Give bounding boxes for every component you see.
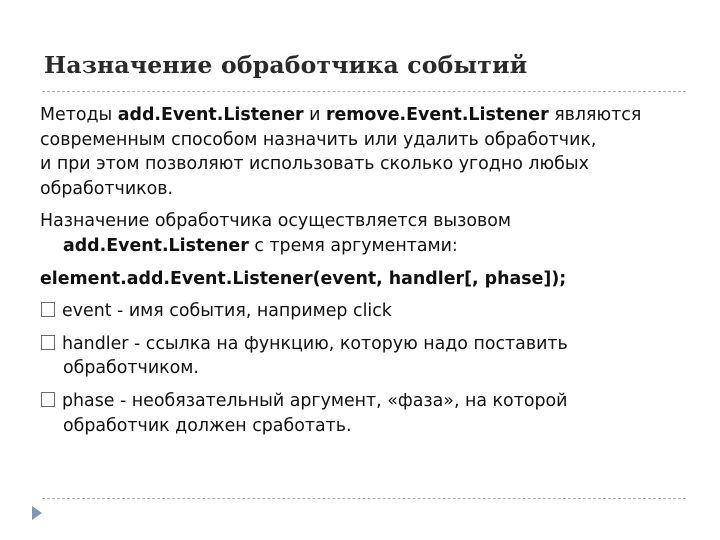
text-span: с тремя аргументами: <box>248 235 458 256</box>
code-signature <box>40 267 690 292</box>
text-span: и <box>303 105 326 125</box>
bullet-item-event <box>40 299 690 324</box>
text-span: Методы <box>40 105 118 125</box>
paragraph-2-line-1: Назначение обработчика осуществляется вызовом <box>40 211 512 232</box>
checkbox-square-icon <box>41 335 55 350</box>
bullet-text: handler - ссылка на функцию, которую надо поставить <box>62 333 568 354</box>
text-span: являются <box>548 105 642 125</box>
bullet-item-phase-continuation: обработчик должен сработать. <box>63 415 352 436</box>
code-add-event-listener: add.Event.Listener <box>63 235 249 256</box>
checkbox-square-icon <box>41 302 55 317</box>
paragraph-1-line-2: современным способом назначить или удалить обработчик, <box>40 129 597 150</box>
title-divider <box>42 91 686 92</box>
code-text: element.add.Event.Listener(event, handler[, phase]); <box>40 268 567 289</box>
paragraph-1-line-1 <box>40 103 690 128</box>
footer-divider <box>42 498 686 499</box>
bullet-item-handler-continuation: обработчиком. <box>63 358 199 379</box>
bullet-item-handler <box>40 332 690 357</box>
slide-title: Назначение обработчика событий <box>44 51 528 79</box>
paragraph-1-line-4: обработчиков. <box>40 178 174 199</box>
paragraph-2-line-2 <box>40 234 690 259</box>
bullet-item-phase <box>40 389 690 414</box>
paragraph-1-line-3: и при этом позволяют использовать сколько угодно любых <box>40 154 589 175</box>
bullet-text: event - имя события, например click <box>62 301 392 322</box>
code-remove-event-listener: remove.Event.Listener <box>325 105 549 125</box>
bullet-text: phase - необязательный аргумент, «фаза», на которой <box>62 390 568 411</box>
arrow-right-icon[interactable] <box>32 506 42 520</box>
code-add-event-listener: add.Event.Listener <box>117 105 304 125</box>
checkbox-square-icon <box>41 392 55 407</box>
slide-body <box>40 103 690 438</box>
